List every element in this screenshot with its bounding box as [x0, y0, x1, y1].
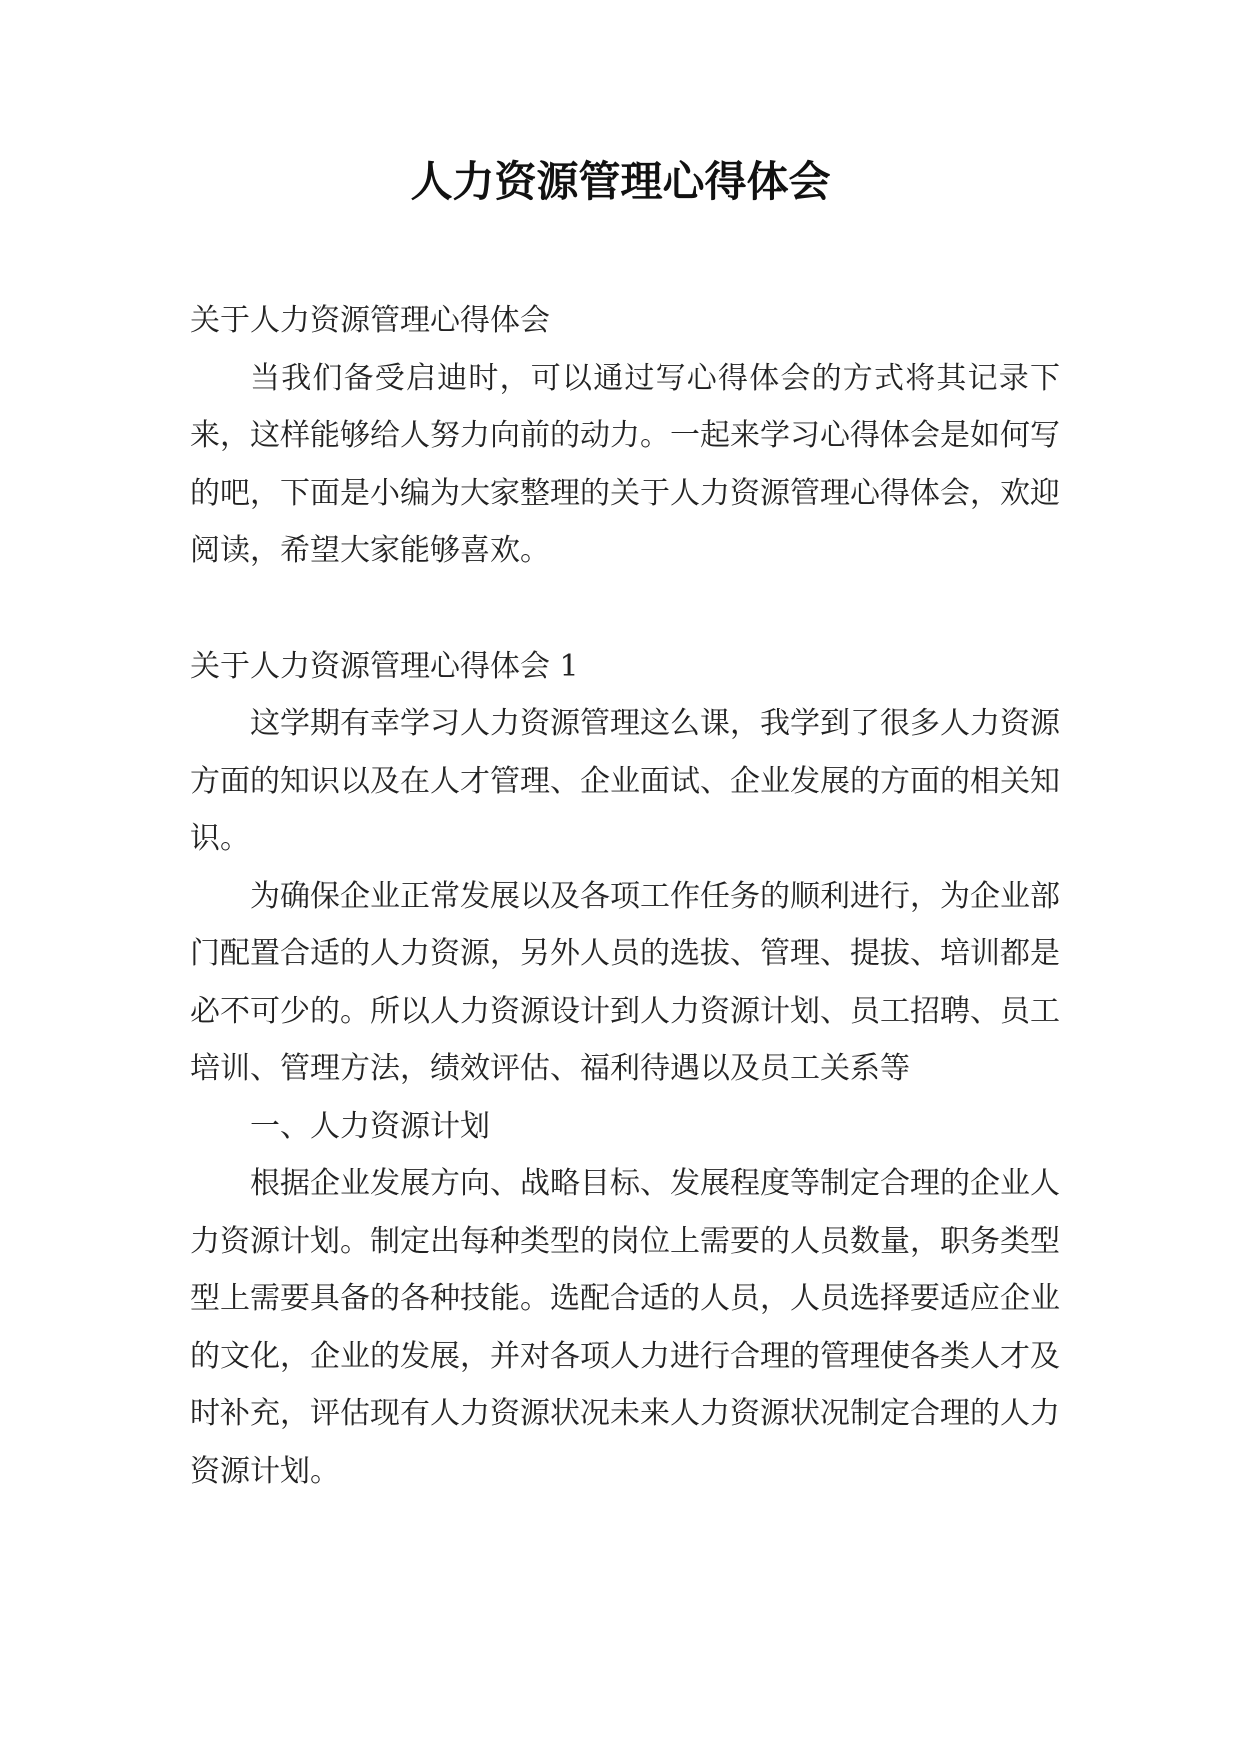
body-paragraph: 这学期有幸学习人力资源管理这么课，我学到了很多人力资源方面的知识以及在人才管理、企业面试、企业发展的方面的相关知识。 [190, 706, 1060, 856]
body-paragraph: 根据企业发展方向、战略目标、发展程度等制定合理的企业人力资源计划。制定出每种类型的岗位上需要的人员数量，职务类型型上需要具备的各种技能。选配合适的人员，人员选择要适应企业的文化，企业的发展，并对各项人力进行合理的管理使各类人才及时补充，评估现有人力资源状况未来人力资源状况制定合理的人力资源计划。 [190, 1166, 1060, 1489]
document-body [190, 292, 1060, 1500]
body-paragraph: 为确保企业正常发展以及各项工作任务的顺利进行，为企业部门配置合适的人力资源，另外人员的选拔、管理、提拔、培训都是必不可少的。所以人力资源设计到人力资源计划、员工招聘、员工培训、管理方法，绩效评估、福利待遇以及员工关系等 [190, 878, 1060, 1086]
section-heading-1: 关于人力资源管理心得体会 1 [190, 648, 579, 684]
intro-heading: 关于人力资源管理心得体会 [190, 303, 550, 338]
document-title: 人力资源管理心得体会 [410, 157, 831, 206]
intro-paragraph: 当我们备受启迪时，可以通过写心得体会的方式将其记录下来，这样能够给人努力向前的动力。一起来学习心得体会是如何写的吧，下面是小编为大家整理的关于人力资源管理心得体会，欢迎阅读，希望大家能够喜欢。 [190, 360, 1060, 568]
subsection-heading: 一、人力资源计划 [250, 1108, 490, 1144]
